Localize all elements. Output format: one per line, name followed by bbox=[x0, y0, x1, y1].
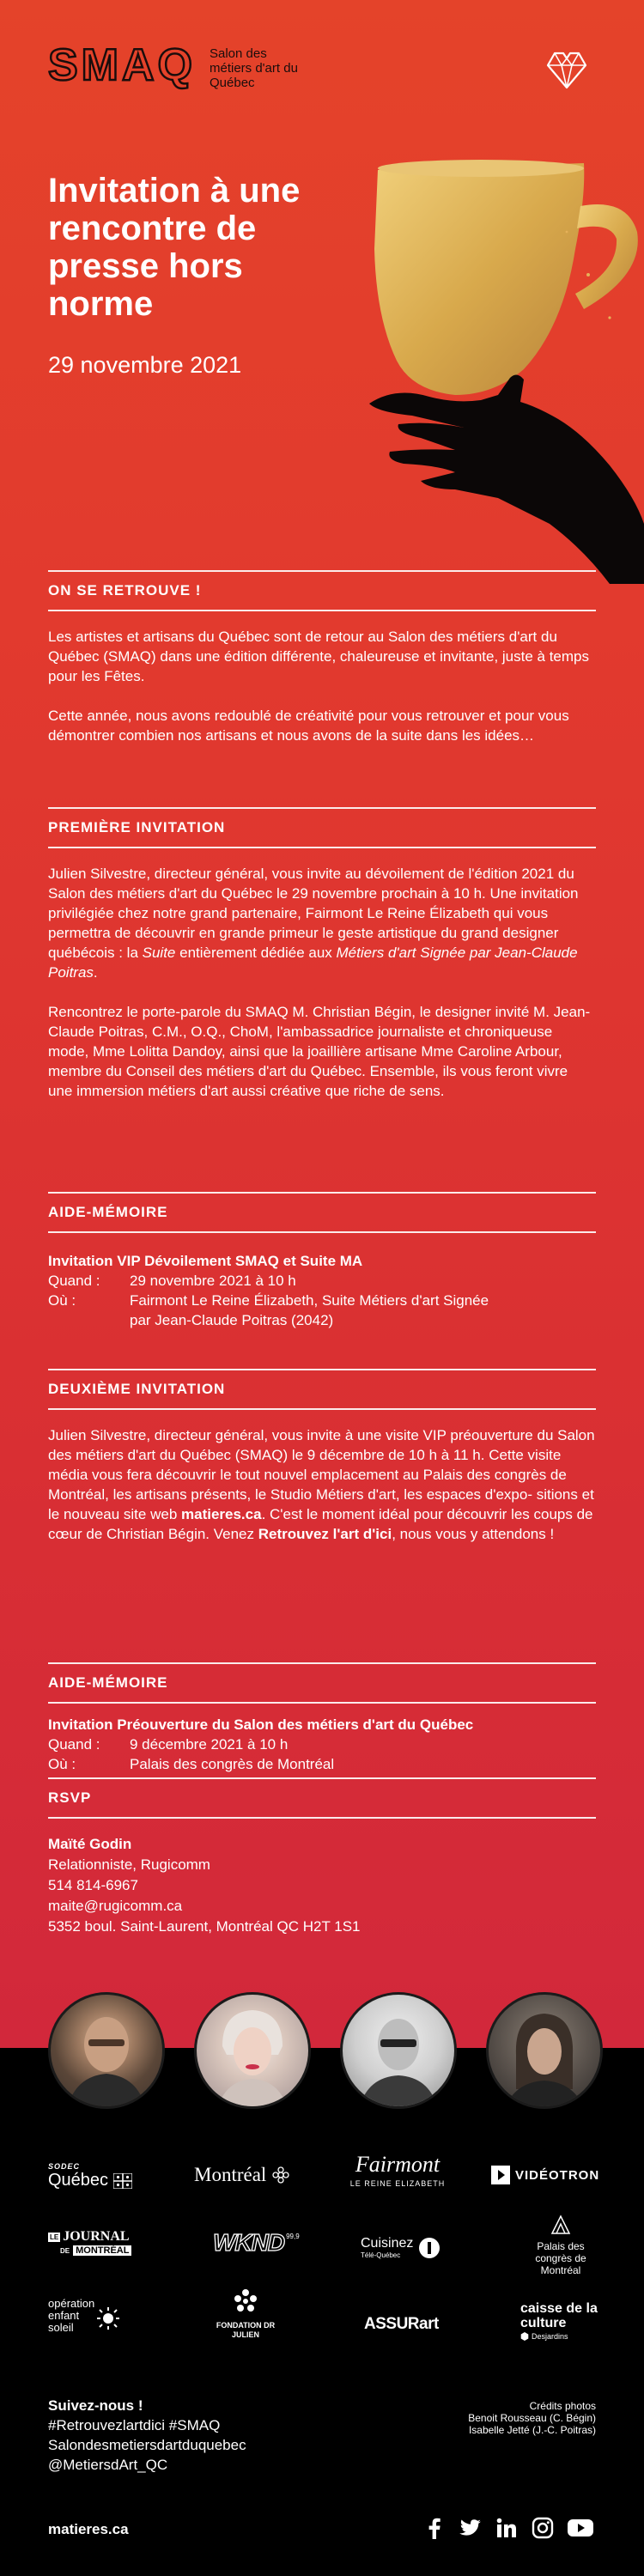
youtube-icon[interactable] bbox=[567, 2516, 594, 2540]
fondation-emblem-icon bbox=[231, 2287, 260, 2317]
partner-montreal-logo[interactable] bbox=[194, 2164, 290, 2186]
journal-le: LE bbox=[50, 2233, 59, 2241]
text: . C'est le moment idéal pour découvrir les coups de cœur de Christian Bégin. Venez bbox=[48, 1506, 593, 1542]
credits-title: Crédits photos bbox=[529, 2400, 596, 2412]
event-date: 29 novembre 2021 bbox=[48, 352, 242, 378]
label: Où : bbox=[48, 1756, 76, 1772]
divider bbox=[48, 807, 596, 809]
contact-email[interactable]: maite@rugicomm.ca bbox=[48, 1898, 183, 1914]
section-heading: PREMIÈRE INVITATION bbox=[48, 809, 596, 848]
partner-operation-enfant-soleil-logo[interactable] bbox=[48, 2298, 151, 2334]
journal-city: MONTRÉAL bbox=[73, 2245, 131, 2256]
caisse-label: caisse de la culture bbox=[520, 2301, 598, 2330]
paragraph: Les artistes et artisans du Québec sont de retour au Salon des métiers d'art du Québec (SMAQ) dans une édition différente, chaleureuse et invitante, juste à temps pour les Fêtes. bbox=[48, 629, 589, 684]
section-second-invitation bbox=[48, 1369, 596, 1544]
sun-icon bbox=[96, 2306, 120, 2330]
portrait-artisan bbox=[486, 1992, 603, 2109]
section-first-invitation bbox=[48, 807, 596, 1101]
instagram-icon[interactable] bbox=[531, 2516, 555, 2540]
divider bbox=[48, 1369, 596, 1370]
partner-palais-congres-logo[interactable] bbox=[522, 2214, 599, 2276]
divider bbox=[48, 1192, 596, 1194]
facebook-icon[interactable] bbox=[422, 2516, 447, 2540]
credits-line: Benoit Rousseau (C. Bégin) bbox=[468, 2412, 596, 2424]
partner-videotron-logo[interactable] bbox=[491, 2166, 599, 2184]
paragraph: Rencontrez le porte-parole du SMAQ M. Christian Bégin, le designer invité M. Jean-Claude Poitras, C.M., O.Q., ChoM, l'ambassadrice journaliste et chroniqueuse mode, Mme Lolitta Dandoy, ainsi que la joaillière artisane Mme Caroline Arbour, membre du Conseil des métiers d'art du Québec. Ensemble, ils vous feront vivre une immersion métiers d'art aussi créative que riche de sens. bbox=[48, 1004, 591, 1099]
reminder-title: Invitation Préouverture du Salon des métiers d'art du Québec bbox=[48, 1716, 474, 1733]
quebec-label: Québec bbox=[48, 2171, 109, 2190]
contact-role: Relationniste, Rugicomm bbox=[48, 1856, 210, 1873]
smaq-logo[interactable] bbox=[48, 41, 313, 90]
slogan-text: Retrouvez l'art d'ici bbox=[258, 1526, 392, 1542]
link-text[interactable]: matieres.ca bbox=[181, 1506, 262, 1522]
play-square-icon bbox=[491, 2166, 510, 2184]
partner-journal-de-montreal-logo[interactable] bbox=[48, 2229, 131, 2256]
fairmont-label: Fairmont bbox=[355, 2152, 440, 2177]
credits-line: Isabelle Jetté (J.-C. Poitras) bbox=[468, 2424, 596, 2436]
divider bbox=[48, 570, 596, 572]
twitter-icon[interactable] bbox=[459, 2516, 483, 2540]
partner-caisse-culture-logo[interactable] bbox=[520, 2301, 599, 2341]
cuisinez-label: Cuisinez bbox=[361, 2236, 414, 2251]
value: 29 novembre 2021 à 10 h bbox=[130, 1273, 296, 1289]
value: Fairmont Le Reine Élizabeth, Suite Métiers d'art Signée par Jean-Claude Poitras (2042) bbox=[130, 1292, 489, 1328]
portrait-silhouette bbox=[51, 1995, 162, 2106]
paragraph: Cette année, nous avons redoublé de créativité pour vous retrouver et pour vous démontrer combien nos artisans et nous avons de la suite dans les idées… bbox=[48, 708, 569, 744]
paragraph bbox=[48, 1425, 596, 1544]
section-heading: RSVP bbox=[48, 1779, 596, 1819]
videotron-label: VIDÉOTRON bbox=[515, 2167, 600, 2183]
linkedin-icon[interactable] bbox=[495, 2516, 519, 2540]
section-reminder-1 bbox=[48, 1192, 596, 1330]
section-heading: AIDE-MÉMOIRE bbox=[48, 1194, 596, 1233]
section-heading: AIDE-MÉMOIRE bbox=[48, 1664, 596, 1704]
montreal-label: Montréal bbox=[194, 2164, 267, 2185]
contact-address: 5352 boul. Saint-Laurent, Montréal QC H2T 1S1 bbox=[48, 1918, 361, 1935]
heart-gem-icon bbox=[543, 45, 591, 93]
twitter-handle[interactable]: @MetiersdArt_QC bbox=[48, 2457, 168, 2473]
fairmont-sublabel: LE REINE ELIZABETH bbox=[349, 2179, 446, 2188]
logo-wordmark: SMAQ bbox=[48, 40, 196, 90]
desjardins-hexagon-icon bbox=[520, 2332, 529, 2341]
journal-main: JOURNAL bbox=[63, 2229, 130, 2244]
divider bbox=[48, 1662, 596, 1664]
reminder-where bbox=[48, 1754, 596, 1774]
value: 9 décembre 2021 à 10 h bbox=[130, 1736, 289, 1753]
facebook-page-name[interactable]: Salondesmetiersdartduquebec bbox=[48, 2437, 246, 2453]
portrait-silhouette bbox=[489, 1995, 600, 2106]
palais-emblem-icon bbox=[550, 2214, 572, 2236]
portrait-ambassador bbox=[194, 1992, 311, 2109]
golden-cup-hand-illustration bbox=[326, 146, 644, 584]
value: Palais des congrès de Montréal bbox=[130, 1756, 335, 1772]
portrait-spokesperson bbox=[48, 1992, 165, 2109]
text: Julien Silvestre, directeur général, vous invite au dévoilement de l'édition 2021 du Salon des métiers d'art du Québec le 29 novembre prochain à 10 h. Une invitation privilégiée chez notre grand partenaire, Fairmont Le Reine Élizabeth qui vous permettra de découvrir en grande primeur le geste artistique du grand designer québécois : la bbox=[48, 866, 579, 961]
section-reminder-2 bbox=[48, 1662, 596, 1774]
section-heading: DEUXIÈME INVITATION bbox=[48, 1370, 596, 1410]
reminder-title: Invitation VIP Dévoilement SMAQ et Suite MA bbox=[48, 1253, 363, 1269]
section-reunion bbox=[48, 570, 596, 745]
palais-label: Palais des congrès de Montréal bbox=[535, 2240, 586, 2276]
rosette-icon bbox=[271, 2166, 290, 2184]
text: . bbox=[93, 964, 98, 981]
cuisinez-sublabel: Télé-Québec bbox=[361, 2251, 401, 2259]
logo-subtitle: Salon des métiers d'art du Québec bbox=[210, 46, 298, 90]
operation-label: opération enfant soleil bbox=[48, 2297, 95, 2334]
partner-wknd-logo[interactable] bbox=[213, 2229, 300, 2257]
section-heading: ON SE RETROUVE ! bbox=[48, 572, 596, 611]
sodec-label: SODEC bbox=[48, 2162, 81, 2171]
text: , nous vous y attendons ! bbox=[392, 1526, 555, 1542]
label: Où : bbox=[48, 1292, 76, 1309]
portrait-silhouette bbox=[343, 1995, 454, 2106]
portrait-silhouette bbox=[197, 1995, 308, 2106]
portrait-designer bbox=[340, 1992, 457, 2109]
tele-quebec-icon bbox=[418, 2237, 440, 2259]
text-italic: Suite bbox=[142, 945, 176, 961]
label: Quand : bbox=[48, 1736, 100, 1753]
text: entièrement dédiée aux bbox=[175, 945, 337, 961]
reminder-when bbox=[48, 1271, 596, 1291]
wknd-label: WKND bbox=[213, 2229, 285, 2256]
partner-cuisinez-logo[interactable] bbox=[361, 2236, 440, 2259]
label: Quand : bbox=[48, 1273, 100, 1289]
text-italic: Métiers d'art Signée par Jean-Claude Poitras bbox=[48, 945, 578, 981]
contact-name: Maïté Godin bbox=[48, 1836, 132, 1852]
footer-social-block bbox=[48, 2396, 246, 2475]
partner-fondation-dr-julien-logo[interactable] bbox=[211, 2287, 280, 2340]
reminder-when bbox=[48, 1735, 596, 1754]
contact-phone[interactable]: 514 814-6967 bbox=[48, 1877, 138, 1893]
partner-sodec-quebec-logo[interactable] bbox=[48, 2162, 151, 2190]
page-title: Invitation à une rencontre de presse hors norme bbox=[48, 172, 301, 323]
journal-de: DE bbox=[60, 2246, 70, 2255]
photo-credits bbox=[424, 2400, 596, 2436]
fondation-label: FONDATION DR JULIEN bbox=[216, 2321, 276, 2339]
follow-label: Suivez-nous ! bbox=[48, 2397, 143, 2414]
section-rsvp bbox=[48, 1777, 596, 1937]
desjardins-label: Desjardins bbox=[532, 2332, 568, 2341]
divider bbox=[48, 1777, 596, 1779]
reminder-where bbox=[48, 1291, 596, 1330]
hashtags[interactable]: #Retrouvezlartdici #SMAQ bbox=[48, 2417, 221, 2433]
partner-assurart-logo[interactable]: ASSURart bbox=[364, 2315, 439, 2333]
wknd-frequency: 99,9 bbox=[286, 2233, 300, 2240]
paragraph bbox=[48, 864, 596, 982]
website-link[interactable]: matieres.ca bbox=[48, 2521, 129, 2537]
fleur-de-lys-flag-icon bbox=[113, 2173, 132, 2189]
partner-fairmont-logo[interactable] bbox=[342, 2152, 453, 2188]
text: Julien Silvestre, directeur général, vous invite à une visite VIP préouverture du Salon des métiers d'art du Québec (SMAQ) le 9 décembre de 10 h à 11 h. Cette visite média vous fera découvrir le tout nouvel emplacement au Palais des congrès de Montréal, les artisans présents, le Studio Métiers d'art, les espaces d'expo- sitions et le nouveau site web bbox=[48, 1427, 595, 1522]
